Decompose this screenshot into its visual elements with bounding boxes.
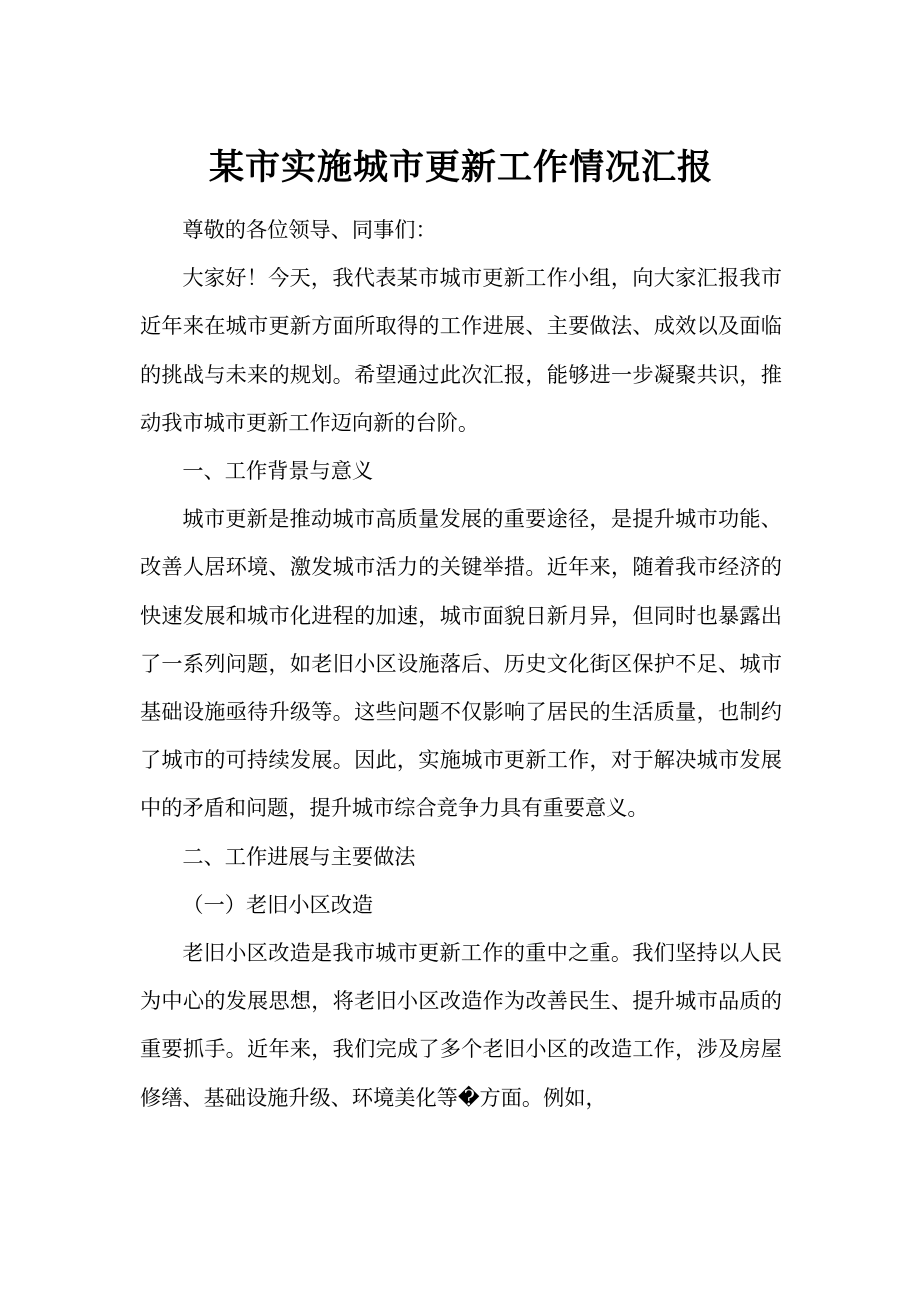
document-page — [140, 142, 782, 1122]
intro-paragraph: 大家好！今天，我代表某市城市更新工作小组，向大家汇报我市近年来在城市更新方面所取得的工作进展、主要做法、成效以及面临的挑战与未来的规划。希望通过此次汇报，能够进一步凝聚共识，推动我市城市更新工作迈向新的台阶。 — [140, 265, 782, 435]
old-community-paragraph: 老旧小区改造是我市城市更新工作的重中之重。我们坚持以人民为中心的发展思想，将老旧小区改造作为改善民生、提升城市品质的重要抓手。近年来，我们完成了多个老旧小区的改造工作，涉及房屋修缮、基础设施升级、环境美化等�方面。例如， — [140, 940, 782, 1110]
section-heading-background: 一、工作背景与意义 — [182, 458, 374, 484]
subsection-heading-old-community: （一）老旧小区改造 — [182, 891, 374, 917]
document-title: 某市实施城市更新工作情况汇报 — [208, 148, 713, 188]
section-heading-progress: 二、工作进展与主要做法 — [182, 843, 416, 869]
salutation: 尊敬的各位领导、同事们： — [182, 217, 437, 242]
background-paragraph: 城市更新是推动城市高质量发展的重要途径，是提升城市功能、改善人居环境、激发城市活力的关键举措。近年来，随着我市经济的快速发展和城市化进程的加速，城市面貌日新月异，但同时也暴露出了一系列问题，如老旧小区设施落后、历史文化街区保护不足、城市基础设施亟待升级等。这些问题不仅影响了居民的生活质量，也制约了城市的可持续发展。因此，实施城市更新工作，对于解决城市发展中的矛盾和问题，提升城市综合竞争力具有重要意义。 — [140, 506, 782, 821]
